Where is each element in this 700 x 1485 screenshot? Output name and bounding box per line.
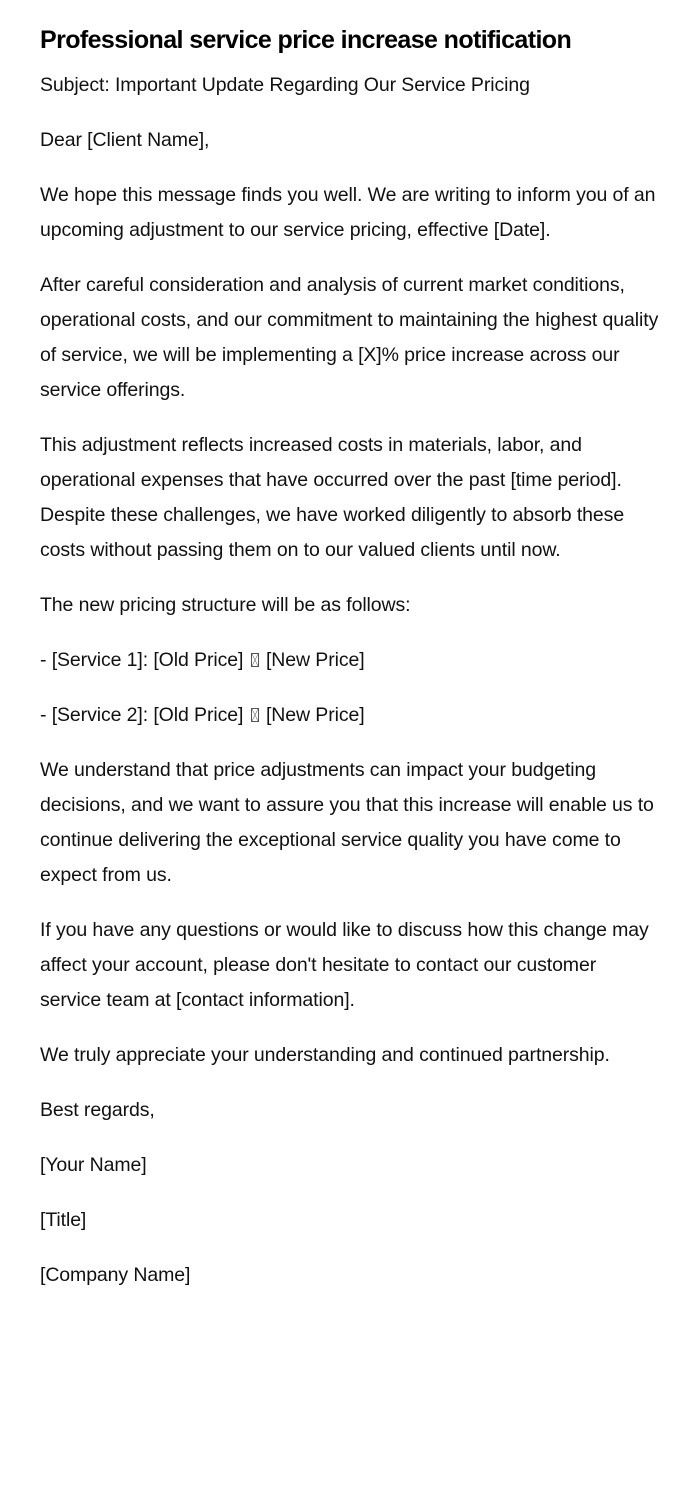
body-paragraph: After careful consideration and analysis of current market conditions, operational costs, and our commitment to maintaining the highest quality of service, we will be implementing a [X]% price increase across our service offerings. [40,274,659,401]
price-list-item [40,698,660,733]
arrow-icon [251,653,259,667]
signature-name: [Your Name] [40,1154,147,1176]
subject-line: Subject: Important Update Regarding Our Service Pricing [40,74,530,96]
signature-company: [Company Name] [40,1264,191,1286]
pricing-intro: The new pricing structure will be as follows: [40,594,411,616]
price-item-new: [New Price] [265,704,365,726]
body-paragraph: We hope this message finds you well. We are writing to inform you of an upcoming adjustment to our service pricing, effective [Date]. [40,184,656,241]
body-paragraph: We truly appreciate your understanding and continued partnership. [40,1044,610,1066]
price-item-old: - [Service 1]: [Old Price] [40,649,244,671]
price-item-old: - [Service 2]: [Old Price] [40,704,244,726]
body-paragraph: This adjustment reflects increased costs in materials, labor, and operational expenses that have occurred over the past [time period]. Despite these challenges, we have worked diligently to absorb these costs without passing them on to our valued clients until now. [40,434,625,561]
document-title: Professional service price increase notification [40,26,572,54]
greeting: Dear [Client Name], [40,129,210,151]
signature-title: [Title] [40,1209,87,1231]
price-item-new: [New Price] [265,649,365,671]
price-list-item [40,643,660,678]
body-paragraph: If you have any questions or would like to discuss how this change may affect your account, please don't hesitate to contact our customer service team at [contact information]. [40,919,649,1011]
signoff: Best regards, [40,1099,155,1121]
body-paragraph: We understand that price adjustments can impact your budgeting decisions, and we want to assure you that this increase will enable us to continue delivering the exceptional service quality you have come to expect from us. [40,759,654,886]
arrow-icon [251,708,259,722]
